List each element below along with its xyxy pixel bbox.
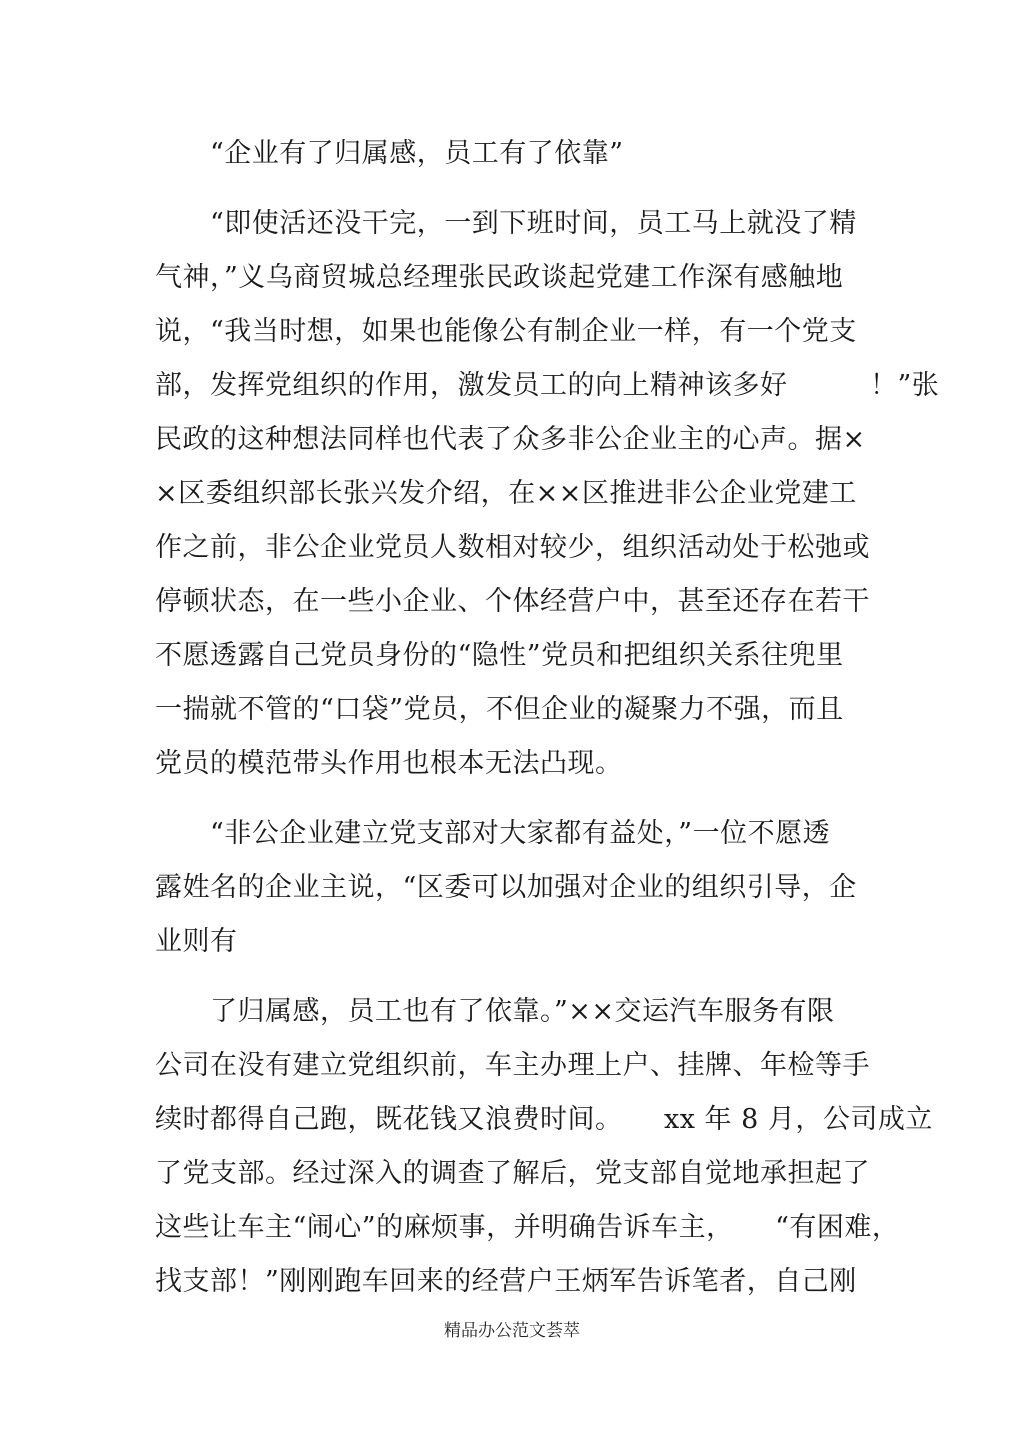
paragraph-line: 公司在没有建立党组织前，车主办理上户、挂牌、年检等手 (155, 1050, 870, 1081)
paragraph-line: 续时都得自己跑，既花钱又浪费时间。 xx 年 8 月，公司成立 (155, 1104, 933, 1135)
paragraph-line: “非公企业建立党支部对大家都有益处，”一位不愿透 (210, 818, 831, 849)
page-footer: 精品办公范文荟萃 (444, 1321, 580, 1341)
paragraph-line: 停顿状态，在一些小企业、个体经营户中，甚至还存在若干 (155, 586, 870, 617)
heading-line: “企业有了归属感，员工有了依靠” (210, 138, 624, 169)
paragraph-line: 不愿透露自己党员身份的“隐性”党员和把组织关系往兜里 (155, 640, 844, 671)
paragraph-line: 一揣就不管的“口袋”党员，不但企业的凝聚力不强，而且 (155, 694, 844, 725)
paragraph-line: 说，“我当时想，如果也能像公有制企业一样，有一个党支 (155, 316, 857, 347)
paragraph-line: 了归属感，员工也有了依靠。”××交运汽车服务有限 (210, 996, 835, 1027)
paragraph-line: 作之前，非公企业党员人数相对较少，组织活动处于松弛或 (155, 532, 870, 563)
paragraph-line: 部，发挥党组织的作用，激发员工的向上精神该多好 ！”张 (155, 370, 940, 401)
paragraph-line: 露姓名的企业主说，“区委可以加强对企业的组织引导，企 (155, 872, 857, 903)
paragraph-line: 这些让车主“闹心”的麻烦事，并明确告诉车主， “有困难， (155, 1212, 900, 1243)
paragraph-line: 民政的这种想法同样也代表了众多非公企业主的心声。据× (155, 424, 866, 455)
paragraph-line: 气神，”义乌商贸城总经理张民政谈起党建工作深有感触地 (155, 262, 844, 293)
paragraph-line: 党员的模范带头作用也根本无法凸现。 (155, 748, 623, 779)
paragraph-line: ×区委组织部长张兴发介绍，在××区推进非公企业党建工 (155, 478, 857, 509)
paragraph-line: 了党支部。经过深入的调查了解后，党支部自觉地承担起了 (155, 1158, 870, 1189)
paragraph-line: “即使活还没干完，一到下班时间，员工马上就没了精 (210, 208, 857, 239)
paragraph-line: 业则有 (155, 926, 238, 957)
paragraph-line: 找支部！”刚刚跑车回来的经营户王炳军告诉笔者，自己刚 (155, 1266, 857, 1297)
